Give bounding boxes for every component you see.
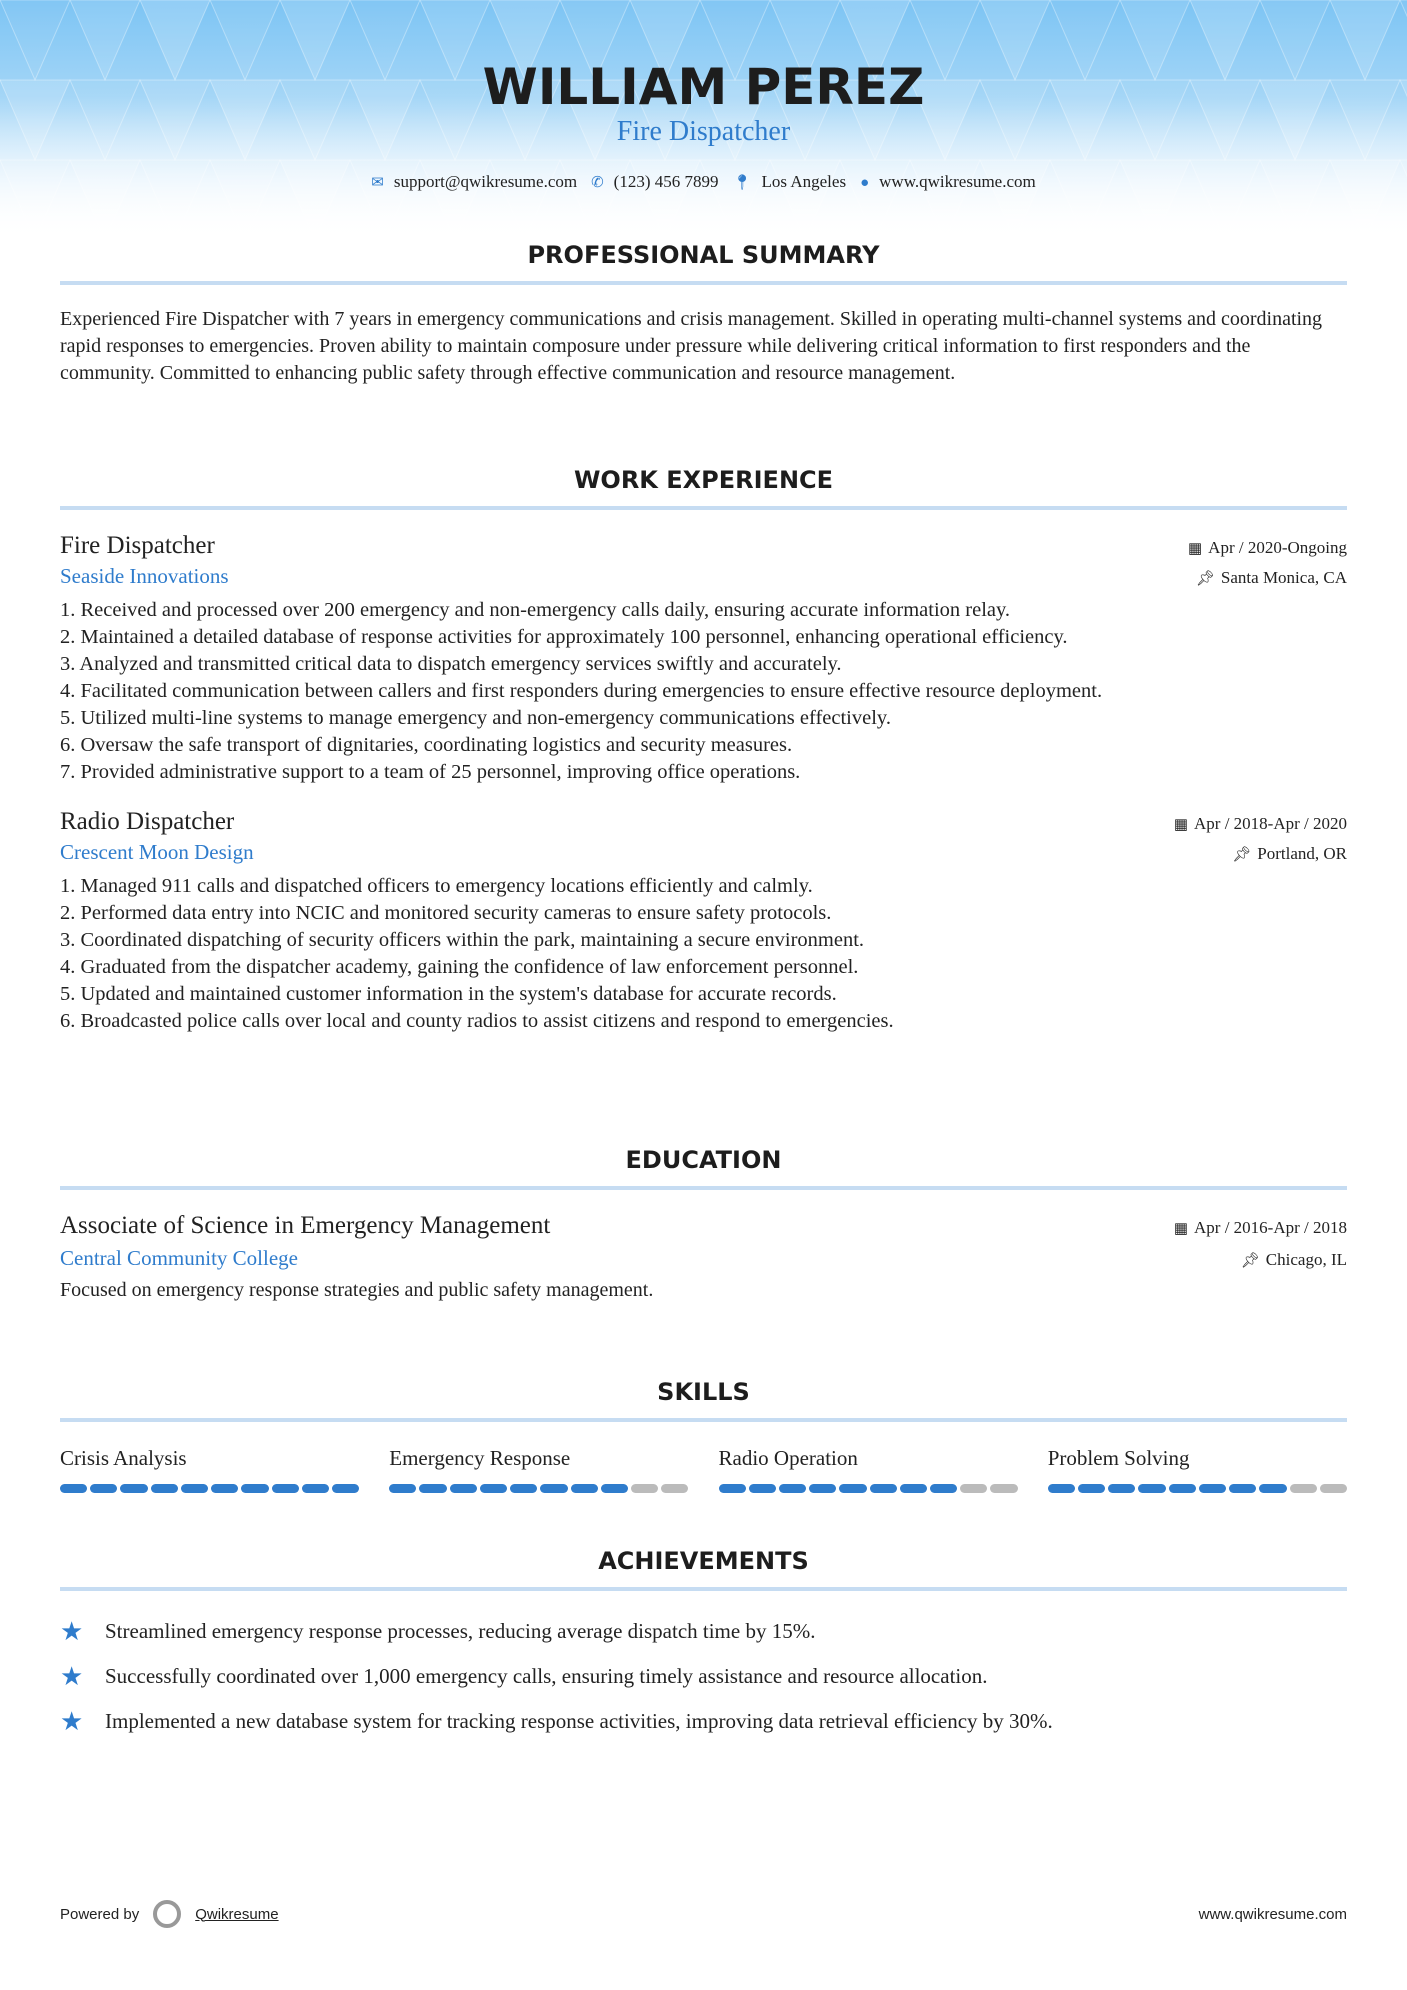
achievement-item: [60, 1654, 1347, 1699]
job-bullet: 6. Broadcasted police calls over local and county radios to assist citizens and respond to emergencies.: [60, 1010, 894, 1032]
job-bullet: 5. Updated and maintained customer information in the system's database for accurate records.: [60, 983, 837, 1005]
skill-item: [60, 1446, 359, 1493]
skill-segment: [211, 1484, 238, 1493]
skill-segment: [450, 1484, 477, 1493]
job-entry: [60, 808, 1347, 1035]
skill-segment: [1138, 1484, 1165, 1493]
candidate-name: WILLIAM PEREZ: [482, 58, 925, 116]
skill-segment: [90, 1484, 117, 1493]
skill-segment: [332, 1484, 359, 1493]
education-description: Focused on emergency response strategies and public safety management.: [60, 1279, 654, 1301]
skill-item: [719, 1446, 1018, 1493]
job-dates: Apr / 2018-Apr / 2020: [1194, 814, 1347, 833]
skill-item: [389, 1446, 688, 1493]
skill-name: Emergency Response: [389, 1446, 571, 1470]
skill-segment: [900, 1484, 927, 1493]
skill-segment: [960, 1484, 987, 1493]
skill-segment: [870, 1484, 897, 1493]
star-icon: ★: [60, 1616, 84, 1646]
job-location: Portland, OR: [1257, 844, 1347, 863]
skill-segment: [839, 1484, 866, 1493]
skill-segment: [601, 1484, 628, 1493]
skills-section: [60, 1376, 1347, 1493]
skill-segment: [631, 1484, 658, 1493]
skill-segment: [1048, 1484, 1075, 1493]
achievement-item: [60, 1699, 1347, 1744]
degree: Associate of Science in Emergency Management: [60, 1212, 551, 1239]
summary-text: Experienced Fire Dispatcher with 7 years in emergency communications and crisis management. Skilled in operating multi-channel systems and coordinating rapid responses to emergencies. Proven ability to maintain composure under pressure while delivering critical information to first responders and the community. Committed to enhancing public safety through effective communication and resource management.: [60, 308, 1323, 384]
job-title: Fire Dispatcher: [616, 116, 791, 147]
skill-segment: [480, 1484, 507, 1493]
skill-level-bar: [1048, 1484, 1347, 1493]
calendar-icon: ▦: [1173, 1221, 1189, 1237]
skill-segment: [510, 1484, 537, 1493]
skill-segment: [779, 1484, 806, 1493]
star-icon: ★: [60, 1706, 84, 1736]
job-location: Santa Monica, CA: [1220, 568, 1347, 587]
skill-segment: [1259, 1484, 1286, 1493]
qwikresume-logo-icon: [153, 1900, 181, 1928]
website-link[interactable]: www.qwikresume.com: [879, 172, 1036, 191]
experience-section: [60, 464, 1347, 1035]
job-bullet: 3. Coordinated dispatching of security officers within the park, maintaining a secure environment.: [60, 929, 865, 951]
job-bullet: 6. Oversaw the safe transport of dignitaries, coordinating logistics and security measures.: [60, 734, 793, 756]
footer: [60, 1900, 1347, 1928]
divider: [60, 1587, 1347, 1591]
job-bullet: 7. Provided administrative support to a team of 25 personnel, improving office operations.: [60, 761, 801, 783]
school: Central Community College: [60, 1246, 298, 1270]
skill-segment: [1290, 1484, 1317, 1493]
skill-segment: [181, 1484, 208, 1493]
skill-segment: [1199, 1484, 1226, 1493]
skill-segment: [1108, 1484, 1135, 1493]
skill-segment: [419, 1484, 446, 1493]
skill-segment: [60, 1484, 87, 1493]
skill-name: Crisis Analysis: [60, 1446, 187, 1470]
skill-name: Radio Operation: [718, 1446, 858, 1470]
section-heading: ACHIEVEMENTS: [598, 1547, 809, 1575]
skill-segment: [151, 1484, 178, 1493]
globe-icon: ●: [860, 175, 870, 191]
skill-segment: [1229, 1484, 1256, 1493]
skill-segment: [571, 1484, 598, 1493]
summary-section: [60, 239, 1347, 387]
star-icon: ★: [60, 1661, 84, 1691]
section-heading: EDUCATION: [625, 1146, 782, 1174]
skill-segment: [719, 1484, 746, 1493]
skill-segment: [661, 1484, 688, 1493]
job-bullet: 4. Facilitated communication between callers and first responders during emergencies to ensure effective resource deployment.: [60, 680, 1103, 702]
pin-icon: 📌︎: [1232, 847, 1252, 863]
section-heading: SKILLS: [657, 1378, 750, 1406]
calendar-icon: ▦: [1173, 817, 1189, 833]
job-bullet: 1. Received and processed over 200 emergency and non-emergency calls daily, ensuring accurate information relay.: [60, 599, 1011, 621]
company-name: Seaside Innovations: [60, 564, 229, 588]
skill-level-bar: [60, 1484, 359, 1493]
job-bullet: 1. Managed 911 calls and dispatched officers to emergency locations efficiently and calmly.: [60, 875, 813, 897]
education-location: Chicago, IL: [1265, 1250, 1347, 1269]
job-title: Fire Dispatcher: [60, 532, 215, 559]
skill-segment: [1320, 1484, 1347, 1493]
brand-link[interactable]: Qwikresume: [195, 1905, 279, 1923]
skill-segment: [1078, 1484, 1105, 1493]
skill-level-bar: [389, 1484, 688, 1493]
phone-icon: ✆: [591, 175, 604, 191]
divider: [60, 1186, 1347, 1190]
achievements-section: [60, 1545, 1347, 1744]
section-heading: WORK EXPERIENCE: [573, 466, 834, 494]
achievement-text: Successfully coordinated over 1,000 emergency calls, ensuring timely assistance and resource allocation.: [105, 1664, 988, 1688]
envelope-icon: ✉: [371, 175, 384, 191]
skill-segment: [120, 1484, 147, 1493]
skill-segment: [930, 1484, 957, 1493]
achievement-text: Implemented a new database system for tracking response activities, improving data retrieval efficiency by 30%.: [105, 1709, 1053, 1733]
powered-by-label: Powered by: [60, 1905, 140, 1923]
skill-segment: [272, 1484, 299, 1493]
achievement-item: [60, 1609, 1347, 1654]
email-link[interactable]: support@qwikresume.com: [393, 172, 578, 191]
skill-segment: [990, 1484, 1017, 1493]
skill-segment: [302, 1484, 329, 1493]
skill-level-bar: [719, 1484, 1018, 1493]
job-bullet: 5. Utilized multi-line systems to manage emergency and non-emergency communications effectively.: [60, 707, 891, 729]
job-dates: Apr / 2020-Ongoing: [1208, 538, 1347, 557]
section-heading: PROFESSIONAL SUMMARY: [527, 241, 880, 269]
skill-segment: [389, 1484, 416, 1493]
map-pin-icon: 📍︎: [732, 175, 752, 191]
skill-name: Problem Solving: [1047, 1446, 1190, 1470]
job-bullet: 2. Performed data entry into NCIC and monitored security cameras to ensure safety protocols.: [60, 902, 832, 924]
skill-item: [1048, 1446, 1347, 1493]
skill-segment: [1169, 1484, 1196, 1493]
skill-segment: [809, 1484, 836, 1493]
pin-icon: 📌︎: [1240, 1253, 1260, 1269]
education-section: [60, 1144, 1347, 1304]
job-bullet: 3. Analyzed and transmitted critical data to dispatch emergency services swiftly and accurately.: [60, 653, 842, 675]
divider: [60, 506, 1347, 510]
skill-segment: [241, 1484, 268, 1493]
divider: [60, 1418, 1347, 1422]
pin-icon: 📌︎: [1195, 571, 1215, 587]
footer-website[interactable]: www.qwikresume.com: [1198, 1905, 1347, 1923]
job-title: Radio Dispatcher: [60, 808, 235, 835]
phone-text: (123) 456 7899: [613, 172, 719, 191]
skill-segment: [540, 1484, 567, 1493]
divider: [60, 281, 1347, 285]
job-entry: [60, 532, 1347, 786]
job-bullet: 2. Maintained a detailed database of response activities for approximately 100 personnel, enhancing operational efficiency.: [60, 626, 1068, 648]
company-name: Crescent Moon Design: [60, 840, 254, 864]
education-dates: Apr / 2016-Apr / 2018: [1194, 1218, 1347, 1237]
location-text: Los Angeles: [761, 172, 847, 191]
job-bullet: 4. Graduated from the dispatcher academy, gaining the confidence of law enforcement personnel.: [60, 956, 859, 978]
skill-segment: [749, 1484, 776, 1493]
contact-bar: [0, 172, 1407, 192]
achievement-text: Streamlined emergency response processes, reducing average dispatch time by 15%.: [105, 1619, 816, 1643]
calendar-icon: ▦: [1187, 541, 1203, 557]
